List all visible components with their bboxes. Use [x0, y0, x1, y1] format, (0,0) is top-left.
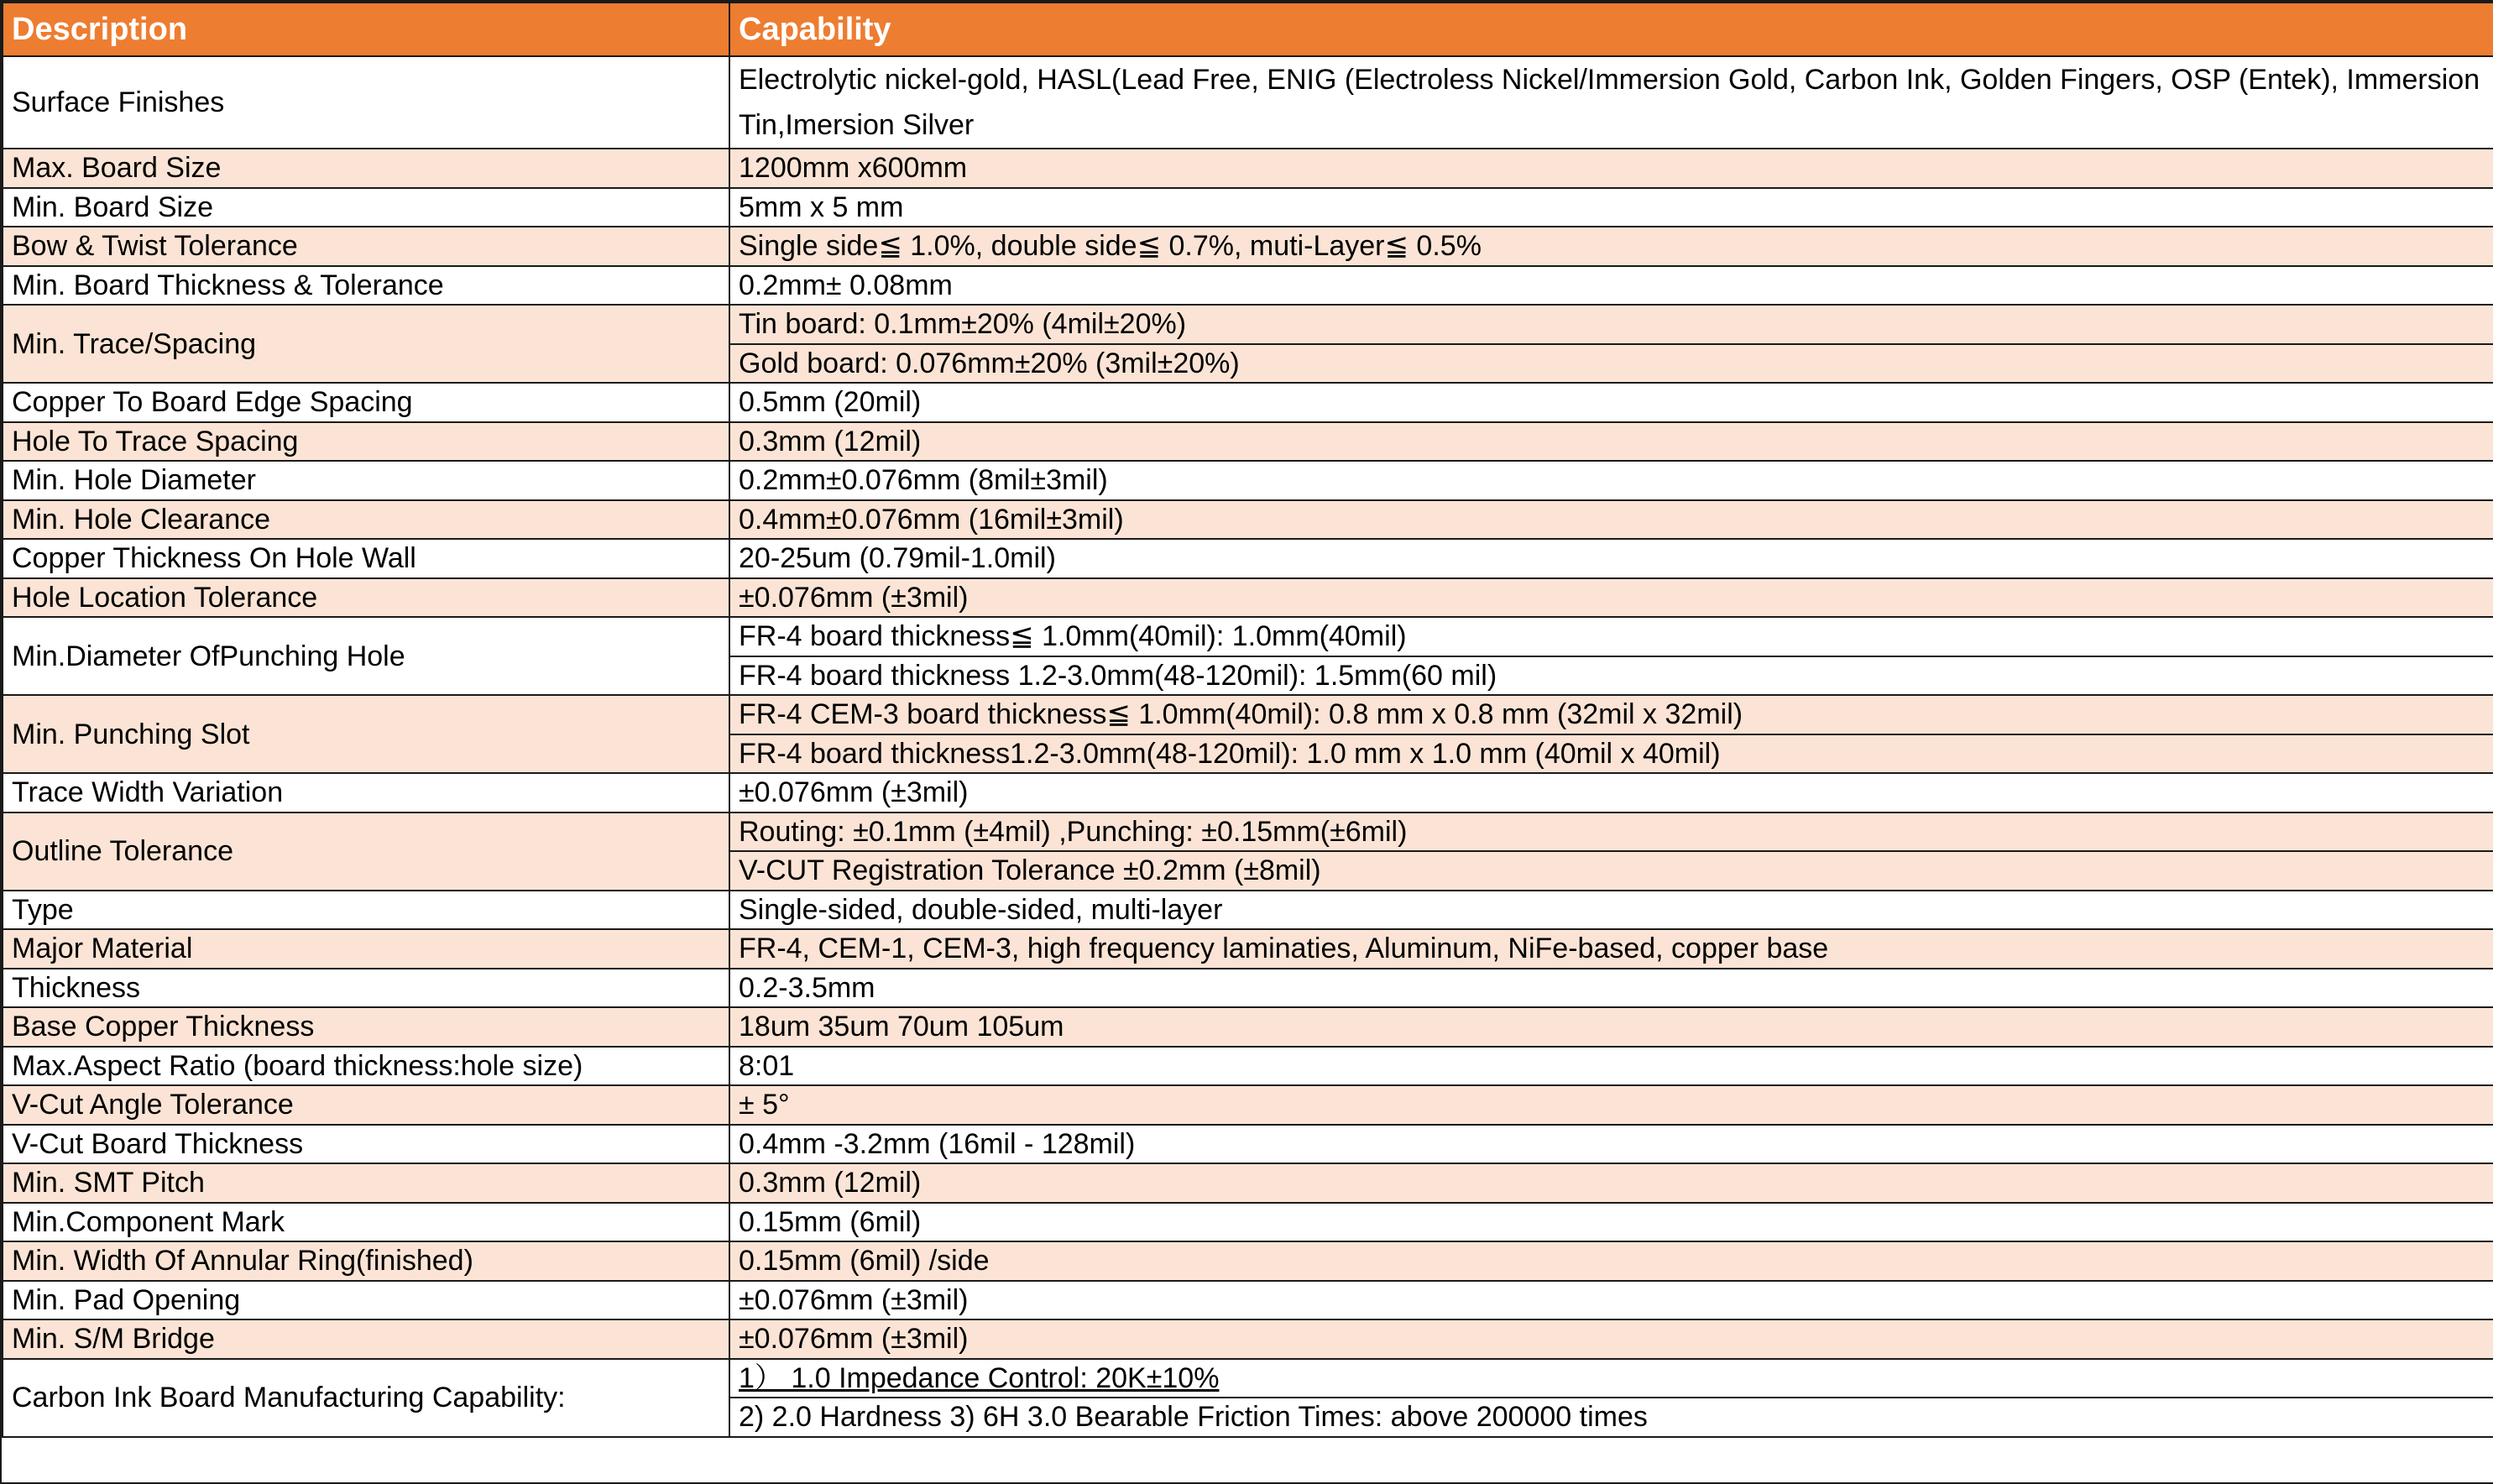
row-description: Trace Width Variation: [3, 773, 729, 813]
row-description: Min. SMT Pitch: [3, 1163, 729, 1203]
row-description: Outline Tolerance: [3, 813, 729, 891]
row-capability: 2) 2.0 Hardness 3) 6H 3.0 Bearable Friction Times: above 200000 times: [729, 1398, 2493, 1437]
row-description: Major Material: [3, 929, 729, 969]
header-capability: Capability: [729, 3, 2493, 56]
row-description: Hole To Trace Spacing: [3, 422, 729, 462]
row-capability: Gold board: 0.076mm±20% (3mil±20%): [729, 344, 2493, 384]
table-row: [3, 1319, 2493, 1359]
table-row: [3, 1163, 2493, 1203]
table-body: [3, 56, 2493, 1437]
row-capability: 1200mm x600mm: [729, 149, 2493, 188]
row-capability: FR-4 CEM-3 board thickness≦ 1.0mm(40mil): 0.8 mm x 0.8 mm (32mil x 32mil): [729, 695, 2493, 734]
row-description: Min. Trace/Spacing: [3, 305, 729, 383]
row-description: Carbon Ink Board Manufacturing Capability:: [3, 1359, 729, 1437]
table-row: [3, 813, 2493, 852]
table-row: [3, 891, 2493, 930]
table-row: [3, 461, 2493, 500]
row-capability: FR-4 board thickness≦ 1.0mm(40mil): 1.0mm(40mil): [729, 617, 2493, 656]
row-description: Min. Hole Clearance: [3, 500, 729, 540]
row-capability: 0.15mm (6mil): [729, 1203, 2493, 1242]
row-description: Surface Finishes: [3, 56, 729, 149]
capability-table: [2, 2, 2493, 1438]
row-capability: 18um 35um 70um 105um: [729, 1007, 2493, 1047]
row-description: Min.Diameter OfPunching Hole: [3, 617, 729, 695]
table-row: [3, 383, 2493, 422]
table-row: [3, 422, 2493, 462]
row-capability: 0.2-3.5mm: [729, 969, 2493, 1008]
row-capability: Single side≦ 1.0%, double side≦ 0.7%, muti-Layer≦ 0.5%: [729, 227, 2493, 266]
row-description: Thickness: [3, 969, 729, 1008]
row-capability: Single-sided, double-sided, multi-layer: [729, 891, 2493, 930]
row-capability: 0.3mm (12mil): [729, 1163, 2493, 1203]
table-row: [3, 500, 2493, 540]
row-capability: FR-4, CEM-1, CEM-3, high frequency laminaties, Aluminum, NiFe-based, copper base: [729, 929, 2493, 969]
header-description: Description: [3, 3, 729, 56]
row-description: Copper To Board Edge Spacing: [3, 383, 729, 422]
row-description: Hole Location Tolerance: [3, 578, 729, 618]
table-row: [3, 1203, 2493, 1242]
row-capability: ± 5°: [729, 1085, 2493, 1125]
table-row: [3, 1125, 2493, 1164]
table-row: [3, 1359, 2493, 1398]
table-row: [3, 617, 2493, 656]
table-row: [3, 969, 2493, 1008]
row-capability: Tin board: 0.1mm±20% (4mil±20%): [729, 305, 2493, 344]
row-description: Min. S/M Bridge: [3, 1319, 729, 1359]
row-description: Copper Thickness On Hole Wall: [3, 539, 729, 578]
table-row: [3, 1085, 2493, 1125]
row-capability: 0.2mm± 0.08mm: [729, 266, 2493, 306]
row-capability: FR-4 board thickness1.2-3.0mm(48-120mil): 1.0 mm x 1.0 mm (40mil x 40mil): [729, 734, 2493, 774]
row-description: Min. Punching Slot: [3, 695, 729, 773]
row-capability: Electrolytic nickel-gold, HASL(Lead Free, ENIG (Electroless Nickel/Immersion Gold, Carbon Ink, Golden Fingers, OSP (Entek), Immersion Tin,Imersion Silver: [729, 56, 2493, 149]
row-capability: 1） 1.0 Impedance Control: 20K±10%: [729, 1359, 2493, 1398]
table-row: [3, 1281, 2493, 1320]
row-description: Min. Hole Diameter: [3, 461, 729, 500]
row-capability: ±0.076mm (±3mil): [729, 578, 2493, 618]
table-row: [3, 539, 2493, 578]
table-row: [3, 149, 2493, 188]
row-description: Min. Board Thickness & Tolerance: [3, 266, 729, 306]
row-description: V-Cut Board Thickness: [3, 1125, 729, 1164]
row-description: Max.Aspect Ratio (board thickness:hole size): [3, 1047, 729, 1086]
row-capability: 0.2mm±0.076mm (8mil±3mil): [729, 461, 2493, 500]
row-description: Min. Pad Opening: [3, 1281, 729, 1320]
row-description: Min. Board Size: [3, 188, 729, 227]
row-capability: 8:01: [729, 1047, 2493, 1086]
row-description: V-Cut Angle Tolerance: [3, 1085, 729, 1125]
row-capability: 20-25um (0.79mil-1.0mil): [729, 539, 2493, 578]
table-row: [3, 773, 2493, 813]
row-description: Bow & Twist Tolerance: [3, 227, 729, 266]
table-row: [3, 266, 2493, 306]
table-row: [3, 227, 2493, 266]
row-capability: 0.4mm -3.2mm (16mil - 128mil): [729, 1125, 2493, 1164]
table-row: [3, 695, 2493, 734]
row-capability: Routing: ±0.1mm (±4mil) ,Punching: ±0.15mm(±6mil): [729, 813, 2493, 852]
row-capability: ±0.076mm (±3mil): [729, 773, 2493, 813]
row-capability: 0.3mm (12mil): [729, 422, 2493, 462]
row-capability: FR-4 board thickness 1.2-3.0mm(48-120mil): 1.5mm(60 mil): [729, 656, 2493, 696]
row-description: Max. Board Size: [3, 149, 729, 188]
row-capability: 5mm x 5 mm: [729, 188, 2493, 227]
row-description: Base Copper Thickness: [3, 1007, 729, 1047]
table-row: [3, 578, 2493, 618]
table-row: [3, 1241, 2493, 1281]
table-row: [3, 929, 2493, 969]
row-capability: 0.5mm (20mil): [729, 383, 2493, 422]
row-capability: 0.15mm (6mil) /side: [729, 1241, 2493, 1281]
row-capability: ±0.076mm (±3mil): [729, 1319, 2493, 1359]
row-description: Type: [3, 891, 729, 930]
table-row: [3, 1047, 2493, 1086]
table-row: [3, 56, 2493, 149]
row-description: Min. Width Of Annular Ring(finished): [3, 1241, 729, 1281]
table-row: [3, 305, 2493, 344]
table-row: [3, 1007, 2493, 1047]
table-header-row: [3, 3, 2493, 56]
row-description: Min.Component Mark: [3, 1203, 729, 1242]
row-capability: V-CUT Registration Tolerance ±0.2mm (±8mil): [729, 851, 2493, 891]
row-capability: 0.4mm±0.076mm (16mil±3mil): [729, 500, 2493, 540]
row-capability: ±0.076mm (±3mil): [729, 1281, 2493, 1320]
table-row: [3, 188, 2493, 227]
